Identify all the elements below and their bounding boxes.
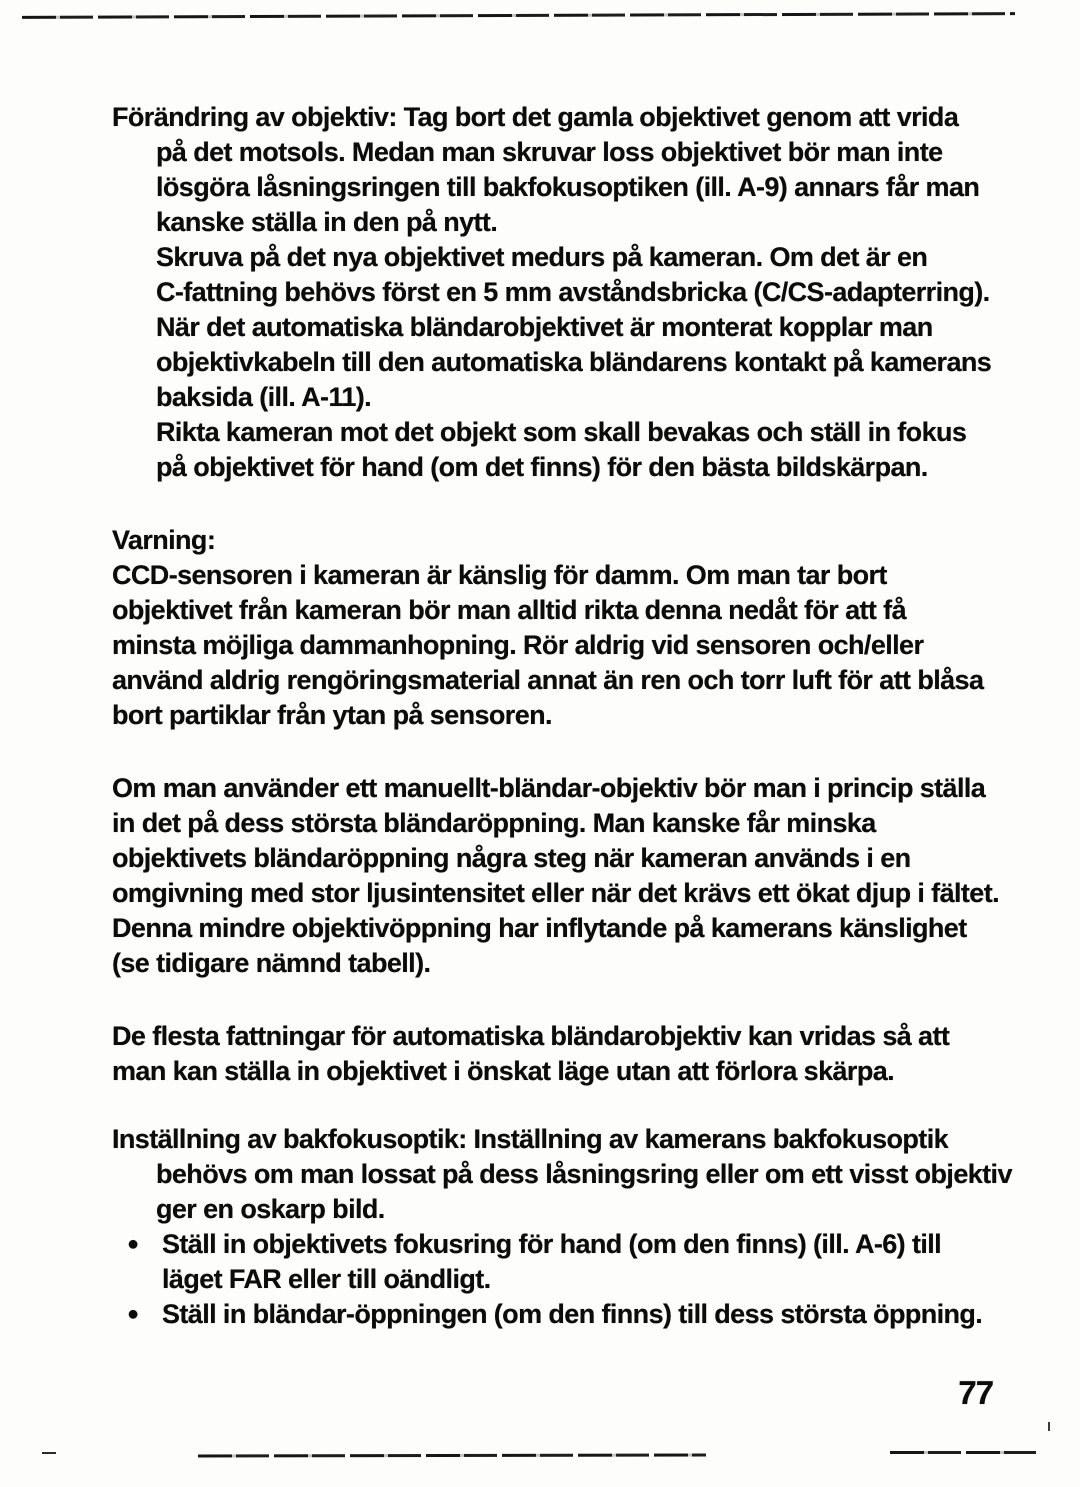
paragraph: [112, 1122, 1052, 1227]
text-line: CCD-sensoren i kameran är känslig för damm. Om man tar bort: [112, 560, 887, 590]
text-line: baksida (ill. A-11).: [156, 382, 372, 412]
paragraph: [112, 100, 1052, 240]
text-line: behövs om man lossat på dess låsningsring eller om ett visst objektiv: [156, 1159, 1012, 1189]
text-body: [112, 100, 1052, 1332]
text-line: objektivets bländaröppning några steg när kameran används i en: [112, 843, 911, 873]
page-bottom-dash-left: [42, 1452, 56, 1454]
page-number: 77: [957, 1374, 994, 1411]
text-line: objektivet från kameran bör man alltid rikta denna nedåt för att få: [112, 595, 906, 625]
text-line: Skruva på det nya objektivet medurs på kameran. Om det är en: [156, 242, 928, 272]
text-line: Denna mindre objektivöppning har inflytande på kamerans känslighet: [112, 913, 967, 943]
bullet-icon: ●: [127, 1233, 139, 1255]
text-line: De flesta fattningar för automatiska bländarobjektiv kan vridas så att: [112, 1021, 950, 1051]
text-line: C-fattning behövs först en 5 mm avståndsbricka (C/CS-adapterring).: [156, 277, 990, 307]
bullet-item: [112, 1227, 1052, 1297]
text-line: objektivkabeln till den automatiska bländarens kontakt på kamerans: [156, 347, 992, 377]
text-line: Om man använder ett manuellt-bländar-objektiv bör man i princip ställa: [112, 773, 986, 803]
text-line: använd aldrig rengöringsmaterial annat än ren och torr luft för att blåsa: [112, 665, 984, 695]
text-line: läget FAR eller till oändligt.: [162, 1264, 491, 1294]
text-line: på det motsols. Medan man skruvar loss objektivet bör man inte: [156, 137, 943, 167]
paragraph: [112, 240, 1052, 415]
paragraph: [112, 1019, 1052, 1089]
paragraph: [112, 771, 1052, 981]
bullet-item: [112, 1297, 1052, 1332]
text-line: ger en oskarp bild.: [156, 1194, 385, 1224]
text-line: in det på dess största bländaröppning. Man kanske får minska: [112, 808, 876, 838]
page-bottom-rule-mid: [198, 1454, 706, 1457]
text-line: Varning:: [112, 525, 216, 555]
text-line: omgivning med stor ljusintensitet eller när det krävs ett ökat djup i fältet.: [112, 878, 999, 908]
text-line: Ställ in bländar-öppningen (om den finns) till dess största öppning.: [162, 1299, 983, 1329]
paragraph-spacer: [112, 485, 1052, 523]
text-line: När det automatiska bländarobjektivet är monterat kopplar man: [156, 312, 933, 342]
bullet-icon: ●: [127, 1303, 139, 1325]
text-line: minsta möjliga dammanhopning. Rör aldrig vid sensoren och/eller: [112, 630, 924, 660]
page-top-rule: [22, 12, 1015, 19]
paragraph-spacer: [112, 733, 1052, 771]
text-line: Ställ in objektivets fokusring för hand (om den finns) (ill. A-6) till: [162, 1229, 942, 1259]
text-line: man kan ställa in objektivet i önskat läge utan att förlora skärpa.: [112, 1056, 895, 1086]
paragraph-spacer: [112, 981, 1052, 1019]
text-line: kanske ställa in den på nytt.: [156, 207, 498, 237]
paragraph-spacer: [112, 1089, 1052, 1122]
text-line: bort partiklar från ytan på sensoren.: [112, 700, 552, 730]
text-line: Förändring av objektiv: Tag bort det gamla objektivet genom att vrida: [112, 102, 959, 132]
text-line: på objektivet för hand (om det finns) för den bästa bildskärpan.: [156, 452, 928, 482]
paragraph: [112, 523, 1052, 733]
text-line: (se tidigare nämnd tabell).: [112, 948, 431, 978]
text-line: Rikta kameran mot det objekt som skall bevakas och ställ in fokus: [156, 417, 967, 447]
text-line: lösgöra låsningsringen till bakfokusoptiken (ill. A-9) annars får man: [156, 172, 980, 202]
page-bottom-rule-right: [890, 1451, 1036, 1454]
paragraph: [112, 415, 1052, 485]
page-bottom-tick: [1048, 1422, 1050, 1431]
text-line: Inställning av bakfokusoptik: Inställning av kamerans bakfokusoptik: [112, 1124, 949, 1154]
